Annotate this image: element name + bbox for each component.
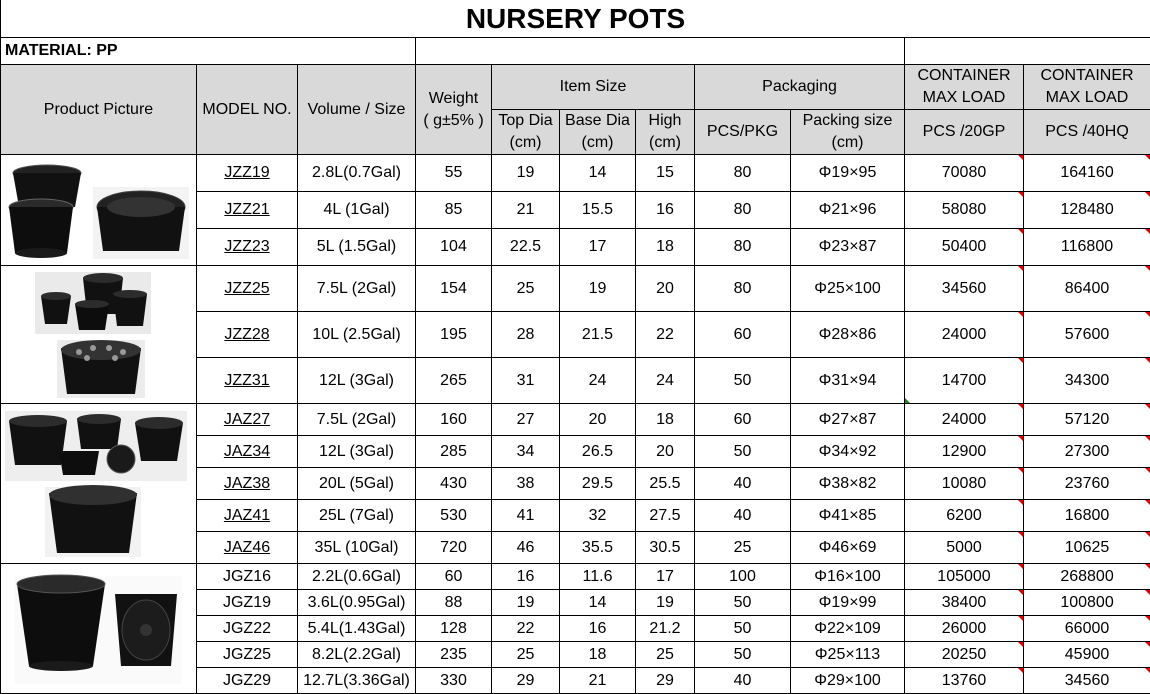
high-cell: 21.2 [636, 616, 695, 642]
header-packaging: Packaging [695, 65, 905, 110]
volume-cell: 12L (3Gal) [298, 436, 416, 468]
pcs-pkg-cell: 80 [695, 229, 791, 266]
container-40hq-cell: 66000 [1024, 616, 1150, 642]
packing-size-cell: Φ38×82 [791, 468, 905, 500]
volume-cell: 7.5L (2Gal) [298, 404, 416, 436]
container-20gp-cell: 38400 [905, 590, 1024, 616]
high-cell: 18 [636, 229, 695, 266]
pcs-pkg-cell: 80 [695, 155, 791, 192]
black-round-nursery-pots-photo [1, 159, 191, 261]
top-dia-cell: 29 [492, 668, 560, 694]
header-item-size: Item Size [492, 65, 695, 110]
volume-cell: 2.8L(0.7Gal) [298, 155, 416, 192]
model-cell: JZZ19 [197, 155, 298, 192]
volume-cell: 8.2L(2.2Gal) [298, 642, 416, 668]
high-cell: 15 [636, 155, 695, 192]
header-container-40: CONTAINER MAX LOAD [1024, 65, 1150, 110]
model-cell: JAZ34 [197, 436, 298, 468]
model-cell: JZZ31 [197, 358, 298, 404]
weight-cell: 160 [416, 404, 492, 436]
volume-cell: 5L (1.5Gal) [298, 229, 416, 266]
container-20gp-cell: 10080 [905, 468, 1024, 500]
black-tall-nursery-pots-photo [1, 409, 191, 559]
packing-size-cell: Φ27×87 [791, 404, 905, 436]
model-cell: JZZ23 [197, 229, 298, 266]
container-40hq-cell: 16800 [1024, 500, 1150, 532]
top-dia-cell: 27 [492, 404, 560, 436]
weight-cell: 430 [416, 468, 492, 500]
model-cell: JGZ19 [197, 590, 298, 616]
base-dia-cell: 24 [560, 358, 636, 404]
base-dia-cell: 16 [560, 616, 636, 642]
weight-cell: 195 [416, 312, 492, 358]
container-40hq-cell: 268800 [1024, 564, 1150, 590]
top-dia-cell: 41 [492, 500, 560, 532]
model-cell: JAZ38 [197, 468, 298, 500]
packing-size-cell: Φ31×94 [791, 358, 905, 404]
base-dia-cell: 20 [560, 404, 636, 436]
container-20gp-cell: 70080 [905, 155, 1024, 192]
high-cell: 20 [636, 436, 695, 468]
table-row [1, 266, 1150, 312]
base-dia-cell: 21 [560, 668, 636, 694]
base-dia-cell: 29.5 [560, 468, 636, 500]
volume-cell: 5.4L(1.43Gal) [298, 616, 416, 642]
weight-cell: 720 [416, 532, 492, 564]
pcs-pkg-cell: 100 [695, 564, 791, 590]
container-40hq-cell: 57120 [1024, 404, 1150, 436]
header-base-dia: Base Dia (cm) [560, 110, 636, 155]
base-dia-cell: 14 [560, 590, 636, 616]
base-dia-cell: 11.6 [560, 564, 636, 590]
top-dia-cell: 22 [492, 616, 560, 642]
weight-cell: 85 [416, 192, 492, 229]
volume-cell: 2.2L(0.6Gal) [298, 564, 416, 590]
volume-cell: 3.6L(0.95Gal) [298, 590, 416, 616]
high-cell: 16 [636, 192, 695, 229]
header-pcs-pkg: PCS/PKG [695, 110, 791, 155]
packing-size-cell: Φ23×87 [791, 229, 905, 266]
top-dia-cell: 38 [492, 468, 560, 500]
base-dia-cell: 35.5 [560, 532, 636, 564]
weight-cell: 104 [416, 229, 492, 266]
header-packing-size: Packing size (cm) [791, 110, 905, 155]
volume-cell: 20L (5Gal) [298, 468, 416, 500]
container-20gp-cell: 105000 [905, 564, 1024, 590]
black-gallon-nursery-pots-photo [1, 570, 191, 688]
model-cell: JGZ25 [197, 642, 298, 668]
volume-cell: 10L (2.5Gal) [298, 312, 416, 358]
container-20gp-cell: 24000 [905, 404, 1024, 436]
product-picture-cell [1, 404, 197, 564]
packing-size-cell: Φ21×96 [791, 192, 905, 229]
header-volume: Volume / Size [298, 65, 416, 155]
container-20gp-cell: 13760 [905, 668, 1024, 694]
product-picture-cell [1, 564, 197, 694]
packing-size-cell: Φ29×100 [791, 668, 905, 694]
pcs-pkg-cell: 80 [695, 192, 791, 229]
model-cell: JZZ21 [197, 192, 298, 229]
pcs-pkg-cell: 80 [695, 266, 791, 312]
pcs-pkg-cell: 60 [695, 312, 791, 358]
high-cell: 30.5 [636, 532, 695, 564]
high-cell: 25.5 [636, 468, 695, 500]
pcs-pkg-cell: 40 [695, 468, 791, 500]
header-top-dia: Top Dia (cm) [492, 110, 560, 155]
header-weight [416, 65, 492, 155]
model-cell: JGZ29 [197, 668, 298, 694]
volume-cell: 12.7L(3.36Gal) [298, 668, 416, 694]
header-high: High (cm) [636, 110, 695, 155]
container-40hq-cell: 116800 [1024, 229, 1150, 266]
model-cell: JGZ22 [197, 616, 298, 642]
high-cell: 19 [636, 590, 695, 616]
pcs-pkg-cell: 40 [695, 668, 791, 694]
container-40hq-cell: 34300 [1024, 358, 1150, 404]
packing-size-cell: Φ16×100 [791, 564, 905, 590]
container-40hq-cell: 164160 [1024, 155, 1150, 192]
volume-cell: 25L (7Gal) [298, 500, 416, 532]
blank-cell [416, 38, 905, 65]
weight-cell: 235 [416, 642, 492, 668]
model-cell: JZZ25 [197, 266, 298, 312]
volume-cell: 12L (3Gal) [298, 358, 416, 404]
packing-size-cell: Φ34×92 [791, 436, 905, 468]
top-dia-cell: 22.5 [492, 229, 560, 266]
container-40hq-cell: 34560 [1024, 668, 1150, 694]
top-dia-cell: 16 [492, 564, 560, 590]
base-dia-cell: 15.5 [560, 192, 636, 229]
base-dia-cell: 32 [560, 500, 636, 532]
weight-cell: 330 [416, 668, 492, 694]
model-cell: JAZ46 [197, 532, 298, 564]
container-40hq-cell: 100800 [1024, 590, 1150, 616]
top-dia-cell: 34 [492, 436, 560, 468]
high-cell: 29 [636, 668, 695, 694]
table-row [1, 155, 1150, 192]
container-20gp-cell: 24000 [905, 312, 1024, 358]
container-20gp-cell: 34560 [905, 266, 1024, 312]
high-cell: 17 [636, 564, 695, 590]
header-container-20: CONTAINER MAX LOAD [905, 65, 1024, 110]
packing-size-cell: Φ19×99 [791, 590, 905, 616]
header-model: MODEL NO. [197, 65, 298, 155]
pcs-pkg-cell: 25 [695, 532, 791, 564]
container-40hq-cell: 45900 [1024, 642, 1150, 668]
top-dia-cell: 31 [492, 358, 560, 404]
base-dia-cell: 17 [560, 229, 636, 266]
pcs-pkg-cell: 50 [695, 590, 791, 616]
packing-size-cell: Φ25×113 [791, 642, 905, 668]
weight-cell: 530 [416, 500, 492, 532]
high-cell: 18 [636, 404, 695, 436]
container-40hq-cell: 23760 [1024, 468, 1150, 500]
header-product-picture: Product Picture [1, 65, 197, 155]
weight-cell: 60 [416, 564, 492, 590]
packing-size-cell: Φ25×100 [791, 266, 905, 312]
header-weight-line1: Weight [429, 90, 479, 107]
high-cell: 20 [636, 266, 695, 312]
container-20gp-cell: 14700 [905, 358, 1024, 404]
top-dia-cell: 28 [492, 312, 560, 358]
high-cell: 25 [636, 642, 695, 668]
container-20gp-cell: 26000 [905, 616, 1024, 642]
packing-size-cell: Φ46×69 [791, 532, 905, 564]
high-cell: 27.5 [636, 500, 695, 532]
top-dia-cell: 21 [492, 192, 560, 229]
page-title: NURSERY POTS [1, 0, 1150, 38]
header-weight-line2: ( g±5% ) [423, 112, 483, 129]
container-40hq-cell: 57600 [1024, 312, 1150, 358]
table-row [1, 564, 1150, 590]
pcs-pkg-cell: 50 [695, 642, 791, 668]
high-cell: 22 [636, 312, 695, 358]
weight-cell: 88 [416, 590, 492, 616]
top-dia-cell: 25 [492, 266, 560, 312]
top-dia-cell: 19 [492, 590, 560, 616]
pcs-pkg-cell: 50 [695, 358, 791, 404]
model-cell: JGZ16 [197, 564, 298, 590]
container-20gp-cell: 6200 [905, 500, 1024, 532]
material-label: MATERIAL: PP [1, 38, 416, 65]
pcs-pkg-cell: 50 [695, 436, 791, 468]
product-picture-cell [1, 266, 197, 404]
packing-size-cell: Φ41×85 [791, 500, 905, 532]
volume-cell: 35L (10Gal) [298, 532, 416, 564]
top-dia-cell: 25 [492, 642, 560, 668]
weight-cell: 285 [416, 436, 492, 468]
packing-size-cell: Φ22×109 [791, 616, 905, 642]
top-dia-cell: 46 [492, 532, 560, 564]
model-cell: JAZ41 [197, 500, 298, 532]
packing-size-cell: Φ19×95 [791, 155, 905, 192]
base-dia-cell: 18 [560, 642, 636, 668]
container-40hq-cell: 128480 [1024, 192, 1150, 229]
base-dia-cell: 19 [560, 266, 636, 312]
black-nursery-pots-set-photo [1, 270, 191, 400]
container-40hq-cell: 86400 [1024, 266, 1150, 312]
weight-cell: 55 [416, 155, 492, 192]
container-40hq-cell: 10625 [1024, 532, 1150, 564]
model-cell: JZZ28 [197, 312, 298, 358]
blank-cell [905, 38, 1150, 65]
model-cell: JAZ27 [197, 404, 298, 436]
packing-size-cell: Φ28×86 [791, 312, 905, 358]
base-dia-cell: 21.5 [560, 312, 636, 358]
header-pcs-20gp: PCS /20GP [905, 110, 1024, 155]
base-dia-cell: 14 [560, 155, 636, 192]
table-row [1, 404, 1150, 436]
high-cell: 24 [636, 358, 695, 404]
base-dia-cell: 26.5 [560, 436, 636, 468]
product-picture-cell [1, 155, 197, 266]
container-20gp-cell: 5000 [905, 532, 1024, 564]
volume-cell: 4L (1Gal) [298, 192, 416, 229]
volume-cell: 7.5L (2Gal) [298, 266, 416, 312]
pcs-pkg-cell: 60 [695, 404, 791, 436]
container-20gp-cell: 20250 [905, 642, 1024, 668]
header-pcs-40hq: PCS /40HQ [1024, 110, 1150, 155]
top-dia-cell: 19 [492, 155, 560, 192]
pcs-pkg-cell: 50 [695, 616, 791, 642]
container-20gp-cell: 58080 [905, 192, 1024, 229]
pcs-pkg-cell: 40 [695, 500, 791, 532]
container-20gp-cell: 12900 [905, 436, 1024, 468]
weight-cell: 128 [416, 616, 492, 642]
weight-cell: 265 [416, 358, 492, 404]
container-20gp-cell: 50400 [905, 229, 1024, 266]
table-body [1, 155, 1150, 694]
container-40hq-cell: 27300 [1024, 436, 1150, 468]
weight-cell: 154 [416, 266, 492, 312]
